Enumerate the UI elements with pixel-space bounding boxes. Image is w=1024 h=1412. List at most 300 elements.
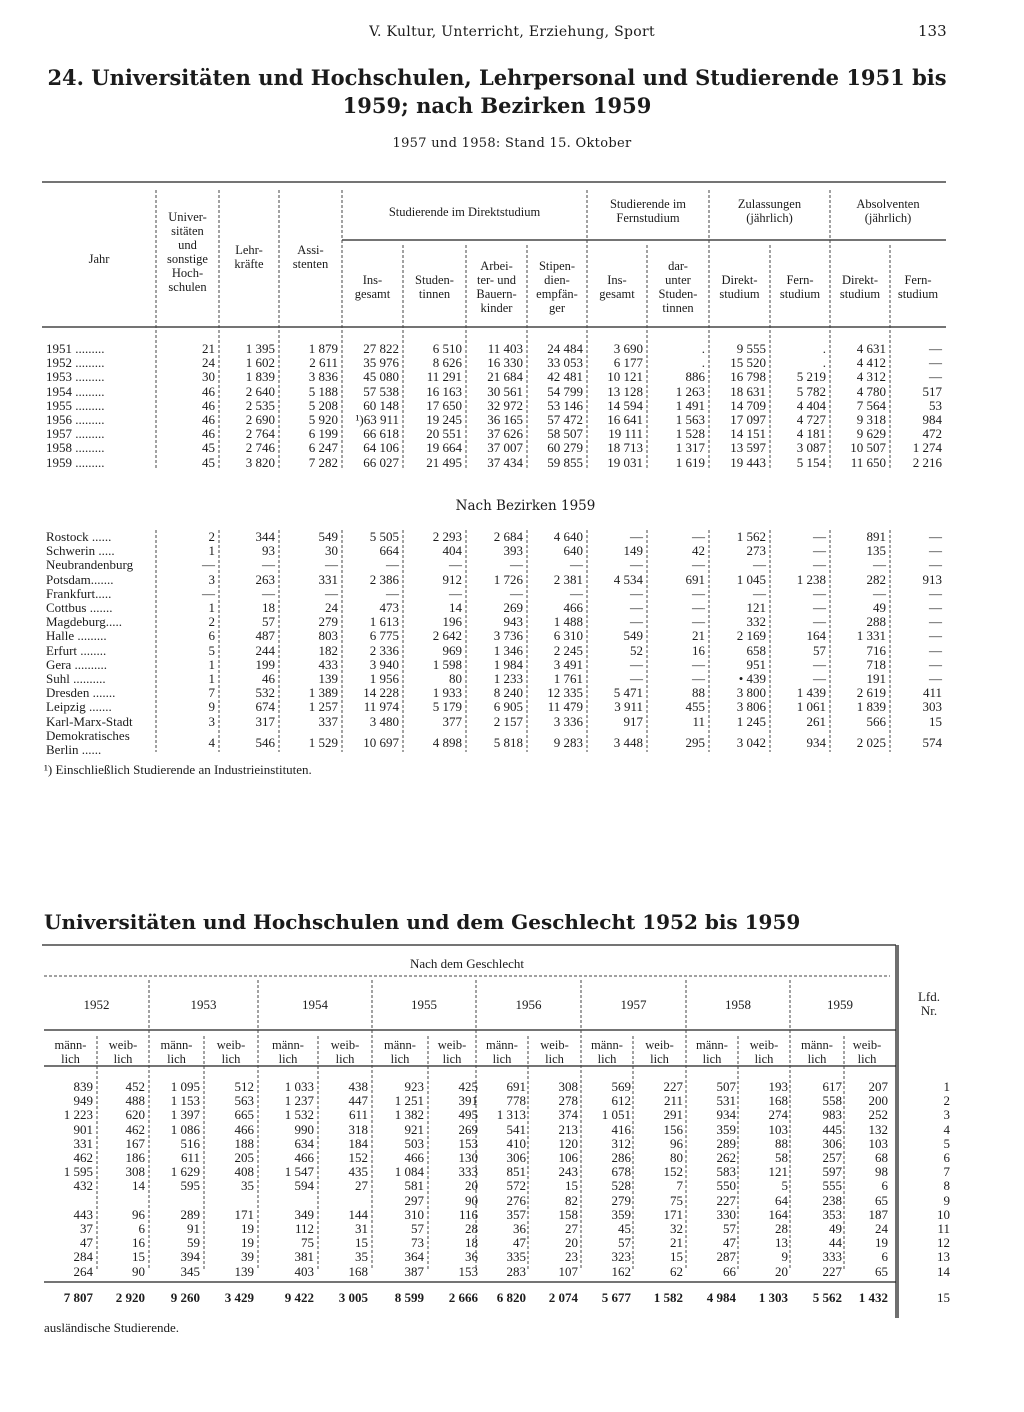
row-label: Karl-Marx-Stadt: [46, 713, 133, 729]
cell: 1 153: [170, 1093, 200, 1109]
cell: 288: [866, 614, 886, 630]
header-maennlich: männ- lich: [160, 1038, 193, 1066]
cell: 3 336: [553, 713, 583, 729]
cell: 6 199: [308, 426, 338, 442]
cell: 243: [558, 1164, 578, 1180]
total-cell: 2 074: [548, 1290, 578, 1305]
cell: 2 619: [856, 685, 886, 701]
cell: 912: [442, 571, 462, 587]
cell: 1 761: [553, 671, 583, 687]
cell: 1 045: [736, 571, 766, 587]
cell: 291: [663, 1107, 683, 1123]
cell: —: [570, 585, 583, 601]
cell: 24 484: [547, 341, 583, 356]
row-label: Demokratisches Berlin ......: [46, 727, 130, 758]
cell: 949: [73, 1093, 93, 1109]
cell: 64: [775, 1192, 788, 1208]
row-label: Suhl ..........: [46, 671, 106, 687]
cell: 1 562: [736, 529, 766, 544]
cell: 563: [234, 1093, 254, 1109]
cell: 1 245: [736, 713, 766, 729]
cell: 6 905: [493, 699, 523, 715]
cell: 261: [806, 713, 826, 729]
cell: 264: [73, 1263, 93, 1279]
row-label: Erfurt ........: [46, 642, 107, 658]
cell: 15: [355, 1235, 368, 1251]
cell: ¹)63 911: [355, 412, 399, 428]
cell: 11 974: [363, 699, 399, 715]
cell: 5 818: [493, 734, 523, 750]
cell: 16 798: [730, 369, 766, 385]
row-label: 1957 .........: [46, 426, 105, 442]
district-row: [42, 601, 946, 615]
cell: 2: [943, 1093, 950, 1109]
row-label: 1952 .........: [46, 355, 105, 371]
cell: 4 780: [856, 383, 886, 399]
cell: —: [449, 585, 462, 601]
cell: 691: [506, 1079, 526, 1094]
cell: 943: [503, 614, 523, 630]
cell: —: [813, 671, 826, 687]
cell: 53 146: [547, 397, 583, 413]
cell: 171: [663, 1206, 683, 1222]
cell: 2 690: [245, 412, 275, 428]
cell: 1 382: [394, 1107, 424, 1123]
cell: 2 746: [245, 440, 275, 456]
cell: —: [692, 614, 705, 630]
cell: 917: [623, 713, 643, 729]
cell: 403: [294, 1263, 314, 1279]
cell: 103: [768, 1121, 788, 1137]
table-row: [44, 1194, 954, 1208]
cell: 274: [768, 1107, 788, 1123]
total-cell: 1 432: [858, 1290, 888, 1305]
row-label: 1955 .........: [46, 397, 105, 413]
cell: 634: [294, 1135, 314, 1151]
cell: 19 664: [426, 440, 462, 456]
cell: 20: [775, 1263, 788, 1279]
cell: 116: [458, 1206, 478, 1222]
cell: 507: [716, 1079, 736, 1094]
cell: 1 984: [493, 656, 523, 672]
cell: —: [929, 671, 942, 687]
cell: 393: [503, 543, 523, 559]
district-row: [42, 558, 946, 572]
cell: 112: [294, 1221, 314, 1237]
cell: 310: [404, 1206, 424, 1222]
cell: 14 151: [730, 426, 766, 442]
year-header: 1955: [411, 997, 437, 1012]
cell: 168: [348, 1263, 368, 1279]
cell: 531: [716, 1093, 736, 1109]
cell: 238: [822, 1192, 842, 1208]
cell: 187: [868, 1206, 888, 1222]
table-row: [44, 1108, 954, 1122]
cell: 130: [458, 1150, 478, 1166]
years-table: [42, 342, 946, 470]
year-header: 1956: [515, 997, 542, 1012]
gender-table: [44, 1080, 954, 1279]
cell: 1 879: [308, 341, 338, 356]
year-row: [42, 342, 946, 356]
cell: 572: [506, 1178, 526, 1194]
cell: 132: [868, 1121, 888, 1137]
cell: 851: [506, 1164, 526, 1180]
header-fernstudium-group: Studierende im Fernstudium: [609, 197, 687, 225]
cell: 8: [943, 1178, 950, 1194]
total-cell: 1 582: [653, 1290, 683, 1305]
district-row: [42, 686, 946, 700]
cell: 184: [348, 1135, 368, 1151]
cell: —: [202, 557, 215, 573]
cell: —: [630, 656, 643, 672]
cell: 9: [781, 1249, 788, 1265]
cell: 45: [202, 440, 215, 456]
row-label: Magdeburg.....: [46, 614, 122, 630]
cell: 9 318: [856, 412, 886, 428]
header-weiblich: weib- lich: [645, 1038, 674, 1066]
cell: 19 245: [426, 412, 462, 428]
cell: 66: [723, 1263, 736, 1279]
cell: 57: [262, 614, 275, 630]
cell: 10: [937, 1206, 950, 1222]
total-cell: 1 303: [758, 1290, 788, 1305]
year-header: 1957: [620, 997, 647, 1012]
cell: 349: [294, 1206, 314, 1222]
cell: 306: [822, 1135, 842, 1151]
cell: 96: [670, 1135, 683, 1151]
header-absolventen-group: Absolventen (jährlich): [856, 197, 920, 225]
cell: 289: [716, 1135, 736, 1151]
cell: 73: [411, 1235, 424, 1251]
cell: 7 564: [856, 397, 886, 413]
cell: 33 053: [547, 355, 583, 371]
cell: 269: [503, 600, 523, 616]
cell: 49: [873, 600, 886, 616]
cell: 96: [132, 1206, 145, 1222]
cell: 5 219: [796, 369, 826, 385]
cell: 1 051: [601, 1107, 631, 1123]
cell: 21: [202, 341, 215, 356]
cell: 495: [458, 1107, 478, 1123]
cell: 14: [132, 1178, 145, 1194]
table-row: [44, 1236, 954, 1250]
cell: 6 775: [369, 628, 399, 644]
header-maennlich: männ- lich: [696, 1038, 728, 1066]
cell: 297: [404, 1192, 424, 1208]
cell: 227: [822, 1263, 842, 1279]
cell: 10 121: [607, 369, 643, 385]
cell: 318: [348, 1121, 368, 1137]
cell: 21 495: [426, 454, 462, 470]
cell: 1 313: [496, 1107, 526, 1123]
table-row: [44, 1179, 954, 1193]
cell: [44, 1194, 97, 1208]
cell: 7: [208, 685, 215, 701]
cell: 196: [442, 614, 462, 630]
cell: 611: [180, 1150, 200, 1166]
table-row: [44, 1222, 954, 1236]
cell: 28: [775, 1221, 788, 1237]
cell: 2: [208, 529, 215, 544]
cell: 162: [611, 1263, 631, 1279]
cell: 279: [318, 614, 338, 630]
cell: 152: [348, 1150, 368, 1166]
row-label: Neubrandenburg: [46, 557, 134, 573]
cell: 4: [208, 734, 215, 750]
cell: 7 282: [308, 454, 338, 470]
table-row: [44, 1250, 954, 1264]
cell: 359: [716, 1121, 736, 1137]
table1-title: 24. Universitäten und Hochschulen, Lehrpersonal und Studierende 1951 bis 1959; nach Bezirken 1959: [47, 65, 947, 118]
cell: 3 911: [614, 699, 643, 715]
cell: —: [692, 529, 705, 544]
cell: 37 007: [487, 440, 523, 456]
cell: 152: [663, 1164, 683, 1180]
cell: 9: [943, 1192, 950, 1208]
cell: 541: [506, 1121, 526, 1137]
cell: 934: [716, 1107, 736, 1123]
running-head: V. Kultur, Unterricht, Erziehung, Sport: [369, 24, 655, 40]
cell: 1 726: [493, 571, 523, 587]
cell: 1 223: [63, 1107, 93, 1123]
cell: 103: [868, 1135, 888, 1151]
cell: 32: [670, 1221, 683, 1237]
cell: 1 613: [369, 614, 399, 630]
cell: 1 389: [308, 685, 338, 701]
header-weiblich: weib- lich: [437, 1038, 467, 1066]
page-number: 133: [918, 22, 947, 40]
header-maennlich: männ- lich: [384, 1038, 416, 1066]
cell: 11 650: [850, 454, 886, 470]
header-direkt-arbeiterkinder: Arbei- ter- und Bauern- kinder: [476, 259, 517, 315]
cell: 207: [868, 1079, 888, 1094]
cell: [318, 1194, 372, 1208]
row-label: 1953 .........: [46, 369, 105, 385]
header-geschlecht-group: Nach dem Geschlecht: [409, 956, 525, 971]
cell: 2 025: [856, 734, 886, 750]
cell: 566: [866, 713, 886, 729]
cell: 6: [208, 628, 215, 644]
cell: 282: [866, 571, 886, 587]
district-row: [42, 615, 946, 629]
table1-subtitle: 1957 und 1958: Stand 15. Oktober: [392, 136, 632, 151]
cell: 193: [768, 1079, 788, 1094]
header-zul-direkt: Direkt- studium: [719, 273, 760, 301]
cell: 487: [255, 628, 275, 644]
cell: 18: [465, 1235, 478, 1251]
cell: 330: [716, 1206, 736, 1222]
district-row: [42, 544, 946, 558]
cell: 620: [125, 1107, 145, 1123]
cell: 263: [255, 571, 275, 587]
cell: 278: [558, 1093, 578, 1109]
year-row: [42, 456, 946, 470]
cell: —: [929, 543, 942, 559]
footnote-2: ausländische Studierende.: [44, 1320, 180, 1335]
cell: 286: [611, 1150, 631, 1166]
cell: —: [262, 557, 275, 573]
header-maennlich: männ- lich: [591, 1038, 623, 1066]
cell: 6 247: [308, 440, 338, 456]
cell: 47: [723, 1235, 736, 1251]
cell: 4 640: [553, 529, 583, 544]
cell: 19 031: [607, 454, 643, 470]
cell: 6: [138, 1221, 145, 1237]
cell: 1: [208, 600, 215, 616]
cell: —: [692, 585, 705, 601]
cell: 473: [379, 600, 399, 616]
cell: 46: [202, 397, 215, 413]
cell: 167: [125, 1135, 145, 1151]
cell: 46: [262, 671, 275, 687]
cell: 12 335: [547, 685, 583, 701]
cell: 344: [255, 529, 275, 544]
district-row: [42, 700, 946, 714]
header-maennlich: männ- lich: [486, 1038, 518, 1066]
cell: 901: [73, 1121, 93, 1137]
cell: 466: [563, 600, 583, 616]
table-row: [44, 1208, 954, 1222]
cell: 289: [180, 1206, 200, 1222]
cell: 2 336: [369, 642, 399, 658]
row-label: Halle .........: [46, 628, 107, 644]
cell: 1 397: [170, 1107, 200, 1123]
cell: 35: [355, 1249, 368, 1265]
cell: 284: [73, 1249, 93, 1265]
cell: 574: [922, 734, 942, 750]
cell: 66 027: [363, 454, 399, 470]
cell: 46: [202, 383, 215, 399]
row-label: Dresden .......: [46, 685, 116, 701]
cell: 6: [943, 1150, 950, 1166]
district-row: [42, 715, 946, 729]
cell: 447: [348, 1093, 368, 1109]
year-header: 1952: [83, 997, 110, 1012]
cell: —: [929, 656, 942, 672]
cell: 433: [318, 656, 338, 672]
cell: 37 626: [487, 426, 523, 442]
cell: 404: [442, 543, 462, 559]
cell: 36 165: [487, 412, 523, 428]
cell: 1 491: [675, 397, 705, 413]
cell: —: [325, 557, 338, 573]
cell: —: [630, 585, 643, 601]
cell: 171: [234, 1206, 254, 1222]
cell: 1 084: [394, 1164, 424, 1180]
cell: 3: [943, 1107, 950, 1123]
cell: 283: [506, 1263, 526, 1279]
total-row: [44, 1291, 954, 1305]
cell: • 439: [738, 671, 766, 687]
cell: 46: [202, 426, 215, 442]
cell: 144: [348, 1206, 368, 1222]
cell: —: [929, 628, 942, 644]
cell: 54 799: [547, 383, 583, 399]
cell: 191: [866, 671, 886, 687]
cell: 36: [513, 1221, 526, 1237]
cell: 91: [187, 1221, 200, 1237]
header-zulassungen-group: Zulassungen (jährlich): [737, 197, 802, 225]
cell: 15: [929, 713, 942, 729]
cell: 11 291: [426, 369, 462, 385]
cell: 4 404: [796, 397, 826, 413]
cell: 49: [829, 1221, 842, 1237]
cell: 3 042: [736, 734, 766, 750]
cell: 5 505: [369, 529, 399, 544]
cell: 24: [875, 1221, 888, 1237]
cell: 1 488: [553, 614, 583, 630]
cell: 332: [746, 614, 766, 630]
cell: 934: [806, 734, 826, 750]
cell: 14: [937, 1263, 950, 1279]
cell: 4 181: [796, 426, 826, 442]
cell: 59 855: [547, 454, 583, 470]
cell: 1 439: [796, 685, 826, 701]
cell: 445: [822, 1121, 842, 1137]
cell: 66 618: [363, 426, 399, 442]
cell: 5 782: [796, 383, 826, 399]
cell: 188: [234, 1135, 254, 1151]
cell: 53: [929, 397, 942, 413]
cell: —: [570, 557, 583, 573]
cell: 19 111: [608, 426, 643, 442]
cell: —: [929, 642, 942, 658]
gender-total-row: [44, 1291, 954, 1305]
year-header: 1954: [302, 997, 328, 1012]
table-row: [44, 1123, 954, 1137]
header-weiblich: weib- lich: [852, 1038, 882, 1066]
cell: 44: [829, 1235, 842, 1251]
cell: 1 629: [170, 1164, 200, 1180]
cell: 213: [558, 1121, 578, 1137]
cell: 438: [348, 1079, 368, 1094]
cell: —: [929, 585, 942, 601]
cell: 1 086: [170, 1121, 200, 1137]
cell: 200: [868, 1093, 888, 1109]
cell: 4 534: [613, 571, 643, 587]
cell: 47: [80, 1235, 93, 1251]
row-label: 1958 .........: [46, 440, 105, 456]
cell: 9 283: [553, 734, 583, 750]
cell: 13: [937, 1249, 950, 1265]
cell: 462: [73, 1150, 93, 1166]
cell: 387: [404, 1263, 424, 1279]
cell: 1 274: [912, 440, 942, 456]
cell: —: [692, 600, 705, 616]
cell: 581: [404, 1178, 424, 1194]
cell: 153: [458, 1263, 478, 1279]
cell: 2 169: [736, 628, 766, 644]
cell: 359: [611, 1206, 631, 1222]
cell: 4 312: [856, 369, 886, 385]
cell: 594: [294, 1178, 314, 1194]
total-cell: 8 599: [394, 1290, 424, 1305]
cell: 4 898: [432, 734, 462, 750]
cell: 13: [775, 1235, 788, 1251]
cell: —: [813, 656, 826, 672]
cell: 17 097: [730, 412, 766, 428]
cell: 205: [234, 1150, 254, 1166]
cell: —: [929, 600, 942, 616]
total-cell: 3 005: [338, 1290, 368, 1305]
cell: 678: [611, 1164, 631, 1180]
district-row: [42, 573, 946, 587]
cell: 35: [241, 1178, 254, 1194]
header-weiblich: weib- lich: [216, 1038, 246, 1066]
total-cell: 9 260: [170, 1290, 200, 1305]
cell: 1 033: [284, 1079, 314, 1094]
